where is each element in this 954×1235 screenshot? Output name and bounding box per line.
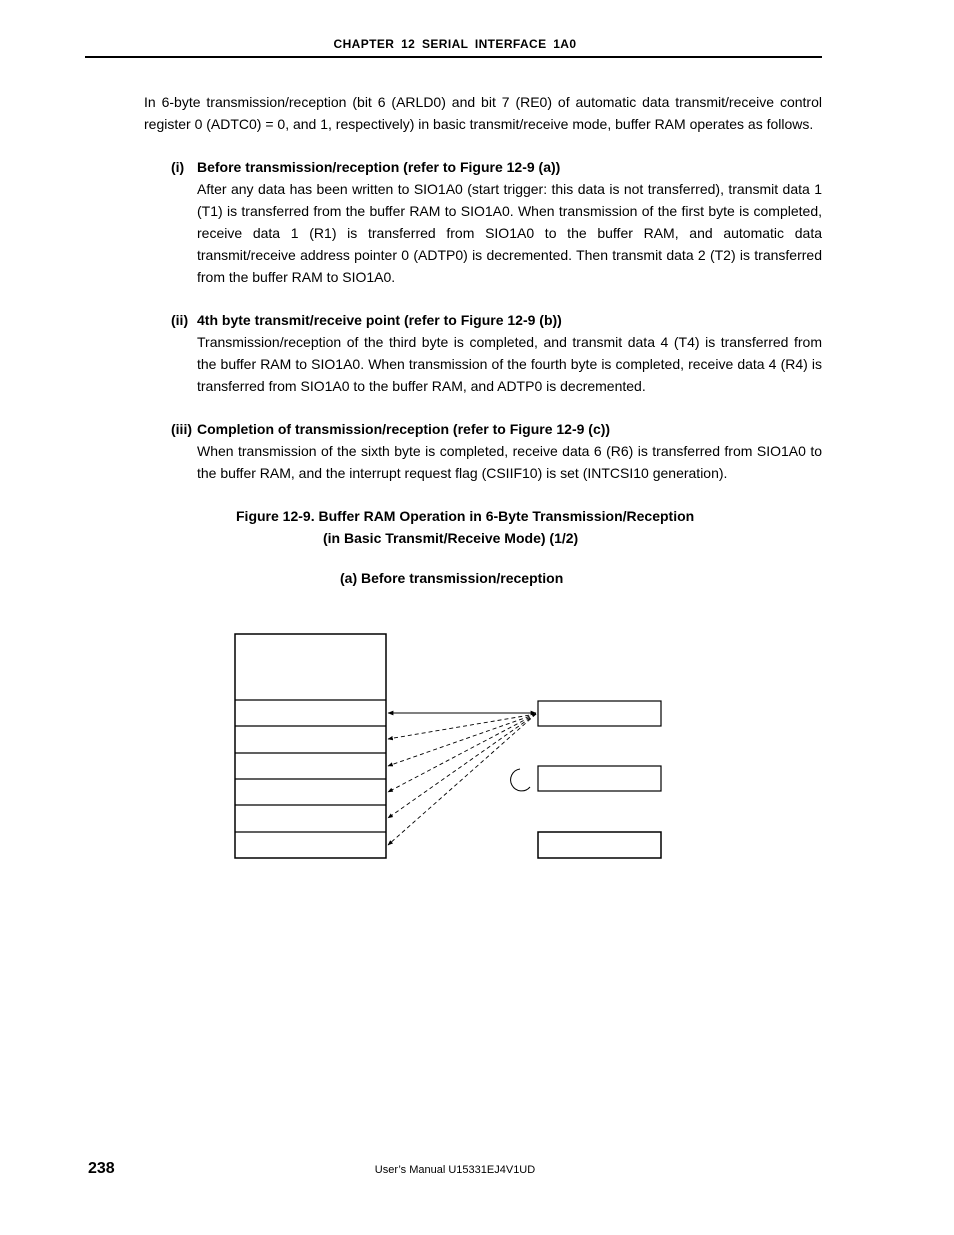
chapter-header: CHAPTER 12 SERIAL INTERFACE 1A0	[333, 37, 577, 51]
adtp0-register-box	[538, 766, 661, 791]
decrement-indicator-arc	[511, 769, 530, 791]
item-ii-number: (ii)	[171, 312, 189, 328]
sio1a0-register-box	[538, 701, 661, 726]
figure-subtitle: (a) Before transmission/reception	[340, 570, 564, 586]
item-ii-title: 4th byte transmit/receive point (refer to Figure 12-9 (b))	[197, 312, 562, 328]
figure-title-line2: (in Basic Transmit/Receive Mode) (1/2)	[323, 530, 579, 546]
item-iii-number: (iii)	[171, 421, 192, 437]
item-i-number: (i)	[171, 159, 185, 175]
item-i-body: After any data has been written to SIO1A0 (start trigger: this data is not transferred), transmit data 1 (T1) is transferred from the buffer RAM to SIO1A0. When transmission of the first byte is completed, receive data 1 (R1) is transferred from SIO1A0 to the buffer RAM, and automatic data transmit/receive address pointer 0 (ADTP0) is decremented. Then transmit data 2 (T2) is transferred from the buffer RAM to SIO1A0.	[197, 181, 822, 285]
item-iii-body: When transmission of the sixth byte is completed, receive data 6 (R6) is transferred from SIO1A0 to the buffer RAM, and the interrupt request flag (CSIIF10) is set (INTCSI10 generation).	[197, 443, 822, 481]
buffer-ram-block	[235, 634, 386, 858]
manual-id: User’s Manual U15331EJ4V1UD	[374, 1164, 536, 1176]
csiif10-flag-box	[538, 832, 661, 858]
pending-transfer-arrows	[388, 714, 536, 845]
page-number: 238	[88, 1160, 115, 1177]
intro-paragraph: In 6-byte transmission/reception (bit 6 (ARLD0) and bit 7 (RE0) of automatic data transmit/receive control register 0 (ADTC0) = 0, and 1, respectively) in basic transmit/receive mode, buffer RAM operates as follows.	[144, 94, 822, 132]
item-ii-body: Transmission/reception of the third byte is completed, and transmit data 4 (T4) is transferred from the buffer RAM to SIO1A0. When transmission of the fourth byte is completed, receive data 4 (R4) is transferred from SIO1A0 to the buffer RAM, and ADTP0 is decremented.	[197, 334, 822, 394]
item-iii-title: Completion of transmission/reception (refer to Figure 12-9 (c))	[197, 421, 611, 437]
item-i-title: Before transmission/reception (refer to Figure 12-9 (a))	[197, 159, 561, 175]
figure-title-line1: Figure 12-9. Buffer RAM Operation in 6-Byte Transmission/Reception	[236, 508, 695, 524]
